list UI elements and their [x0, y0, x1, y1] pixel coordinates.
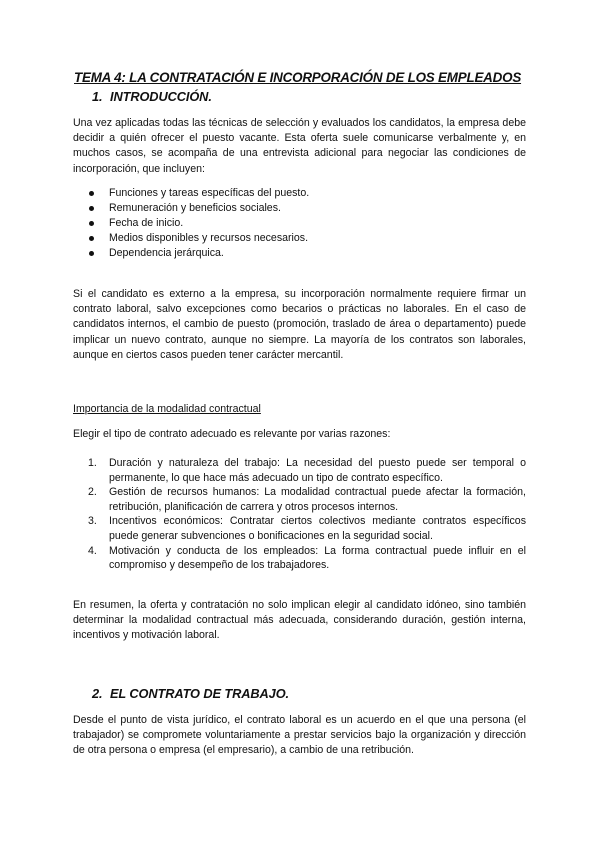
list-item: Funciones y tareas específicas del puesto.	[73, 186, 309, 201]
reasons-intro: Elegir el tipo de contrato adecuado es relevante por varias razones:	[73, 428, 391, 440]
reasons-list	[73, 456, 526, 573]
list-item: Dependencia jerárquica.	[73, 246, 309, 261]
bullet-icon	[89, 236, 94, 241]
bullet-icon	[89, 206, 94, 211]
section-1-number: 1.	[92, 89, 103, 104]
list-item: 1. Duración y naturaleza del trabajo: La necesidad del puesto puede ser temporal o permanente, lo que hace más adecuado un tipo de contrato específico.	[88, 457, 526, 484]
document-title: TEMA 4: LA CONTRATACIÓN E INCORPORACIÓN DE LOS EMPLEADOS	[74, 70, 522, 85]
list-item: Medios disponibles y recursos necesarios.	[73, 231, 309, 246]
section-2-heading	[92, 686, 289, 701]
section-1-heading	[92, 89, 212, 104]
list-item: Fecha de inicio.	[73, 216, 309, 231]
section-1-title: INTRODUCCIÓN.	[110, 89, 212, 104]
list-item: 3. Incentivos económicos: Contratar ciertos colectivos mediante contratos específicos puede generar subvenciones o bonificaciones en la seguridad social.	[88, 515, 526, 542]
summary-paragraph: En resumen, la oferta y contratación no solo implican elegir al candidato idóneo, sino también determinar la modalidad contractual más adecuada, considerando duración, gestión interna, incentivos y motivación laboral.	[73, 599, 526, 642]
intro-paragraph: Una vez aplicadas todas las técnicas de selección y evaluados los candidatos, la empresa debe decidir a quién ofrecer el puesto vacante. Esta oferta suele comunicarse verbalmente y, en muchos casos, se acompaña de una entrevista adicional para negociar las condiciones de incorporación, que incluyen:	[73, 117, 526, 175]
section-2-title: EL CONTRATO DE TRABAJO.	[110, 686, 289, 701]
conditions-list	[73, 186, 309, 261]
section-2-number: 2.	[92, 686, 103, 701]
list-item: 2. Gestión de recursos humanos: La modalidad contractual puede afectar la formación, retribución, planificación de carrera y otros procesos internos.	[88, 486, 526, 513]
contract-paragraph: Desde el punto de vista jurídico, el contrato laboral es un acuerdo en el que una persona (el trabajador) se compromete voluntariamente a prestar servicios bajo la organización y dirección de otra persona o empresa (el empresario), a cambio de una retribución.	[73, 714, 526, 757]
list-item: 4. Motivación y conducta de los empleados: La forma contractual puede influir en el compromiso y desempeño de los trabajadores.	[88, 544, 526, 572]
bullet-icon	[89, 251, 94, 256]
list-item: Remuneración y beneficios sociales.	[73, 201, 309, 216]
bullet-icon	[89, 221, 94, 226]
subheading-importance: Importancia de la modalidad contractual	[73, 403, 261, 415]
candidate-paragraph: Si el candidato es externo a la empresa, su incorporación normalmente requiere firmar un contrato laboral, salvo excepciones como becarios o prácticas no laborales. En el caso de candidatos internos, el cambio de puesto (promoción, traslado de área o departamento) puede implicar un nuevo contrato, aunque no siempre. La mayoría de los contratos son laborales, aunque en ciertos casos pueden tener carácter mercantil.	[73, 288, 526, 361]
bullet-icon	[89, 191, 94, 196]
